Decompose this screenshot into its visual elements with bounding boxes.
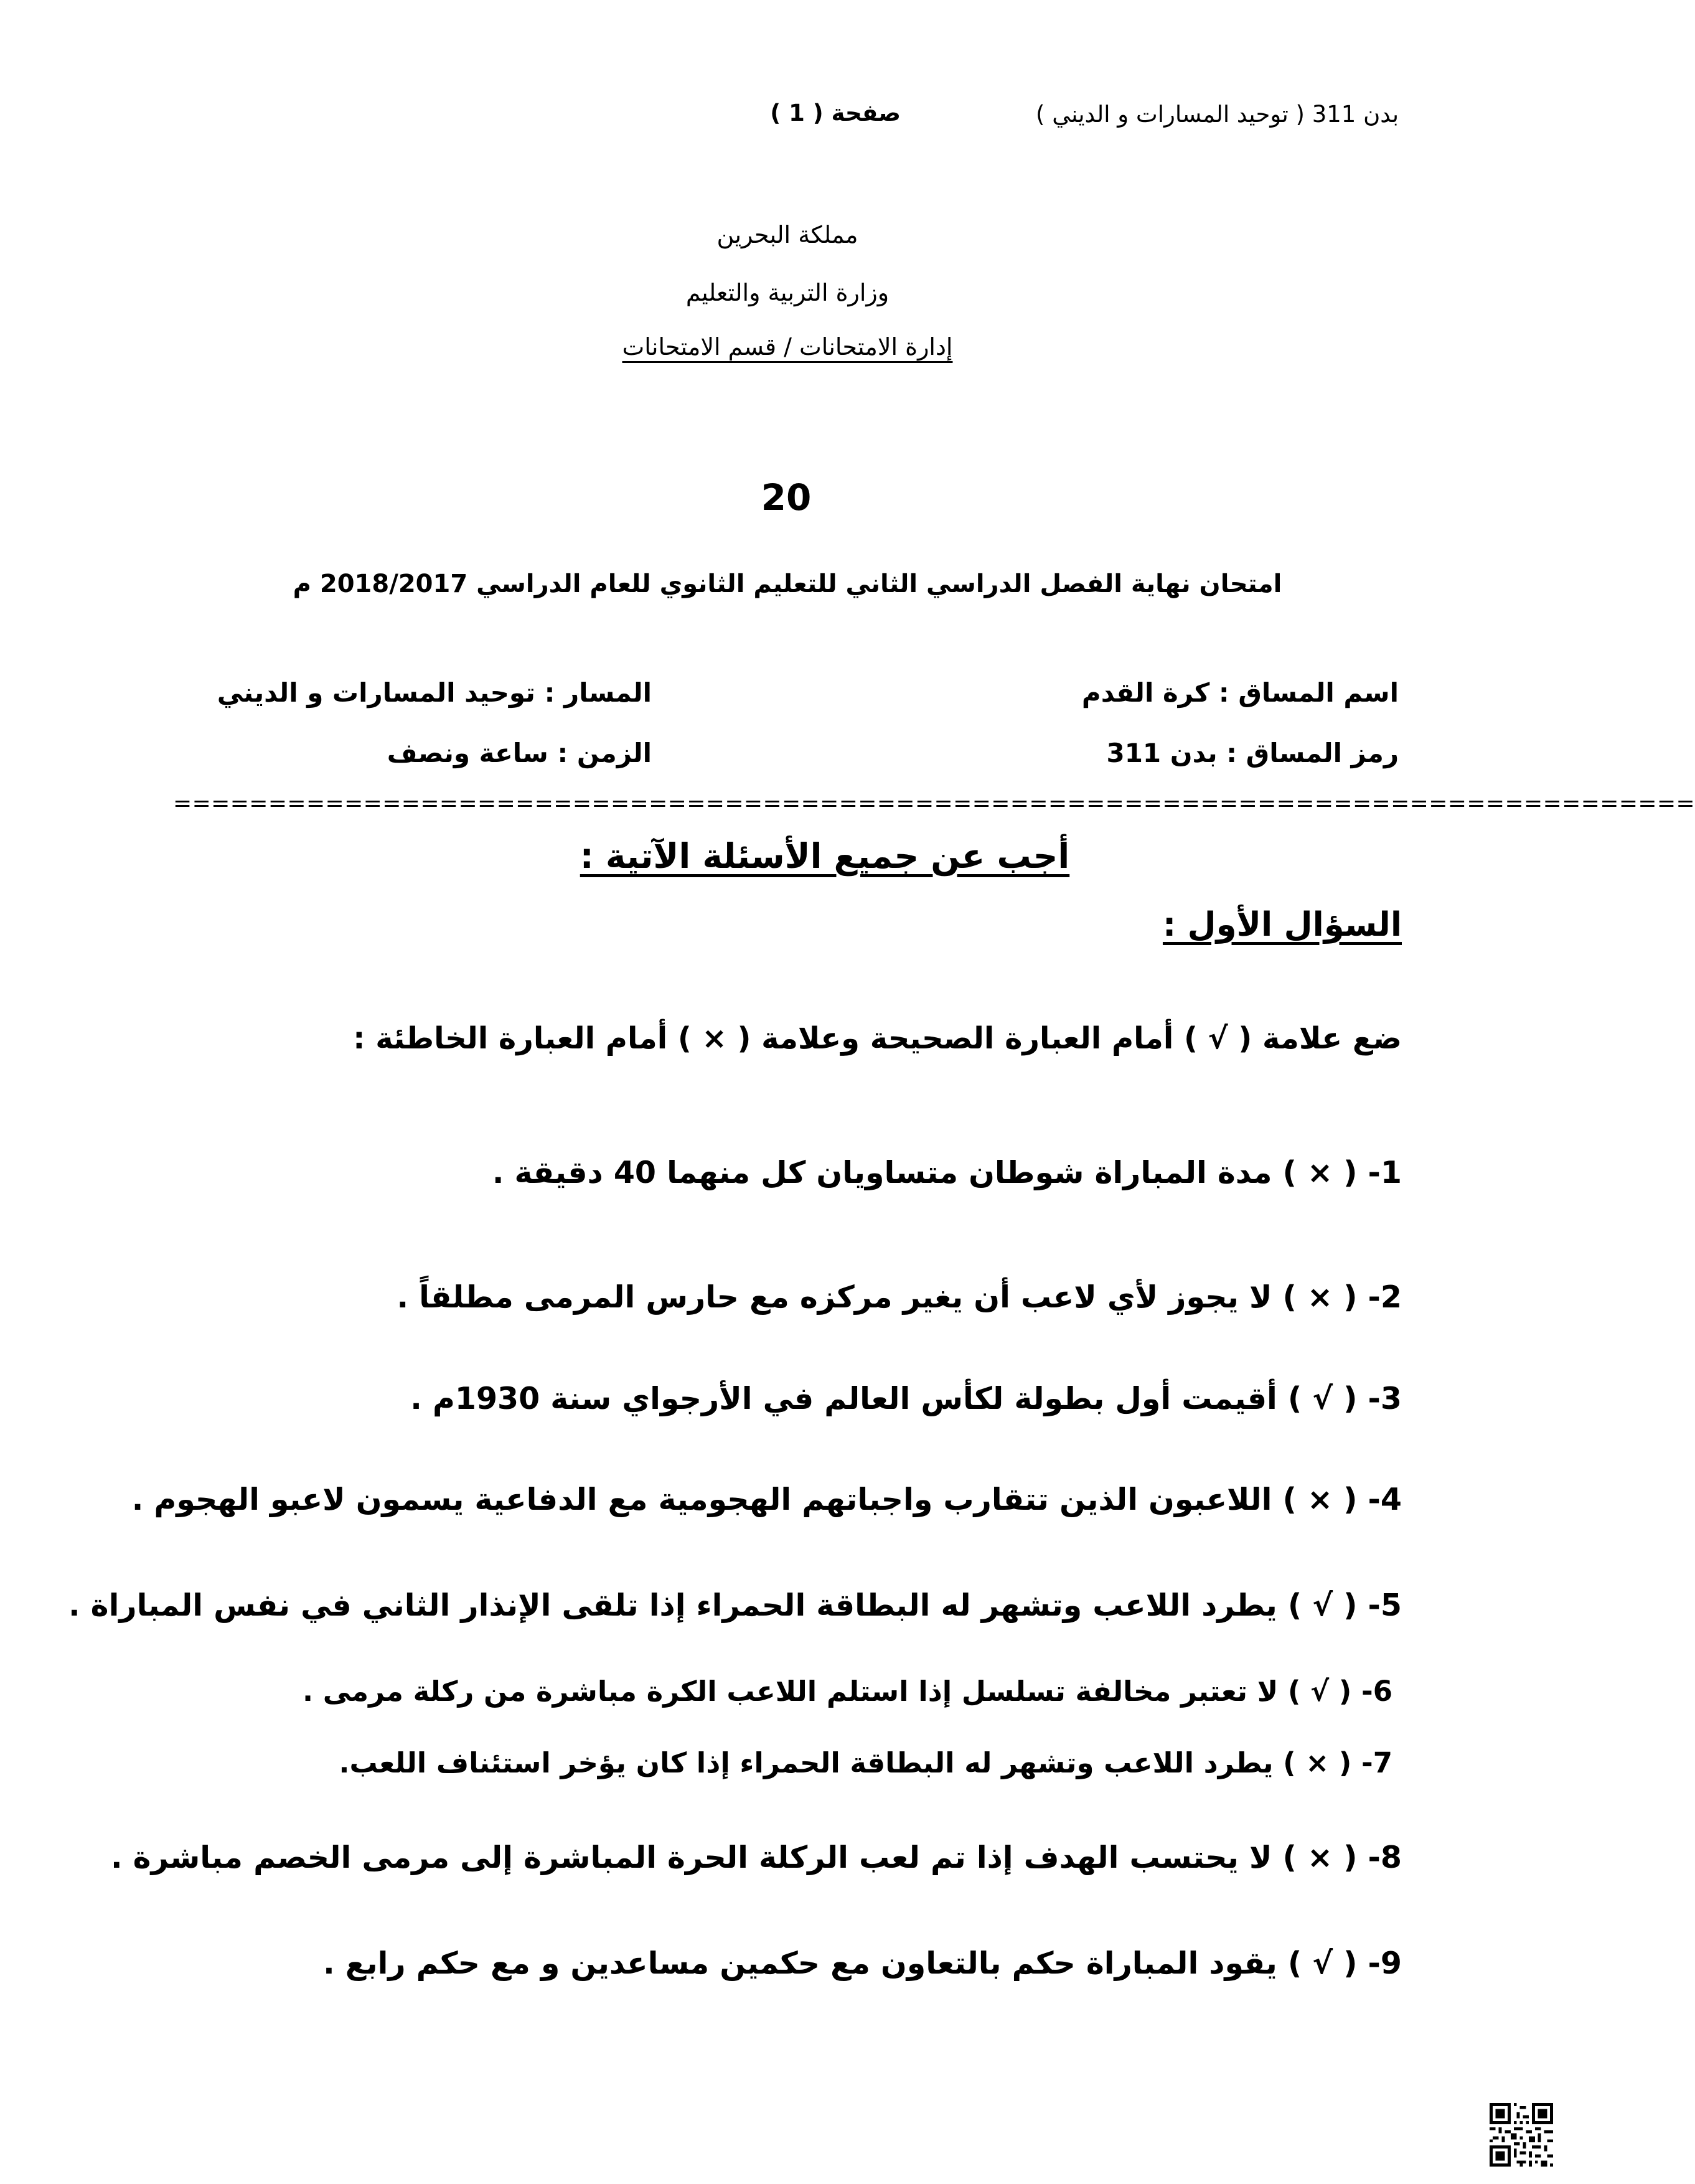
question-item-3: 3- ( √ ) أقيمت أول بطولة لكأس العالم في الأرجواي سنة 1930م . <box>410 1381 1402 1416</box>
question-item-1: 1- ( × ) مدة المباراة شوطان متساويان كل منهما 40 دقيقة . <box>492 1155 1402 1190</box>
header-page-label: صفحة ( 1 ) <box>770 100 901 126</box>
question-1-heading: السؤال الأول : <box>1162 906 1402 944</box>
question-1-instruction: ضع علامة ( √ ) أمام العبارة الصحيحة وعلامة ( × ) أمام العبارة الخاطئة : <box>353 1021 1402 1056</box>
course-code: رمز المساق : بدن 311 <box>1106 738 1399 768</box>
exam-number: 20 <box>761 476 812 519</box>
ministry-line-1: مملكة البحرين <box>716 221 858 248</box>
qr-code-icon <box>1490 2103 1553 2167</box>
exam-time: الزمن : ساعة ونصف <box>387 738 652 768</box>
question-item-4: 4- ( × ) اللاعبون الذين تتقارب واجباتهم الهجومية مع الدفاعية يسمون لاعبو الهجوم . <box>131 1482 1402 1517</box>
question-item-6: 6- ( √ ) لا تعتبر مخالفة تسلسل إذا استلم اللاعب الكرة مباشرة من ركلة مرمى . <box>302 1675 1392 1708</box>
course-name: اسم المساق : كرة القدم <box>1081 677 1399 708</box>
exam-title: امتحان نهاية الفصل الدراسي الثاني للتعليم الثانوي للعام الدراسي 2018/2017 م <box>293 570 1282 598</box>
question-item-9: 9- ( √ ) يقود المباراة حكم بالتعاون مع حكمين مساعدين و مع حكم رابع . <box>323 1946 1402 1981</box>
question-item-8: 8- ( × ) لا يحتسب الهدف إذا تم لعب الركلة الحرة المباشرة إلى مرمى الخصم مباشرة . <box>111 1840 1402 1875</box>
ministry-line-3: إدارة الامتحانات / قسم الامتحانات <box>622 333 953 360</box>
ministry-line-2: وزارة التربية والتعليم <box>685 279 890 306</box>
instructions-heading: أجب عن جميع الأسئلة الآتية : <box>580 836 1070 876</box>
separator-line: ================================================================================ <box>173 791 1695 816</box>
track: المسار : توحيد المسارات و الديني <box>217 677 652 708</box>
header-course-line: بدن 311 ( توحيد المسارات و الديني ) <box>1036 101 1399 128</box>
question-item-7: 7- ( × ) يطرد اللاعب وتشهر له البطاقة الحمراء إذا كان يؤخر استئناف اللعب. <box>339 1746 1392 1779</box>
question-item-2: 2- ( × ) لا يجوز لأي لاعب أن يغير مركزه مع حارس المرمى مطلقاً . <box>397 1279 1402 1315</box>
question-item-5: 5- ( √ ) يطرد اللاعب وتشهر له البطاقة الحمراء إذا تلقى الإنذار الثاني في نفس المباراة . <box>68 1588 1402 1623</box>
